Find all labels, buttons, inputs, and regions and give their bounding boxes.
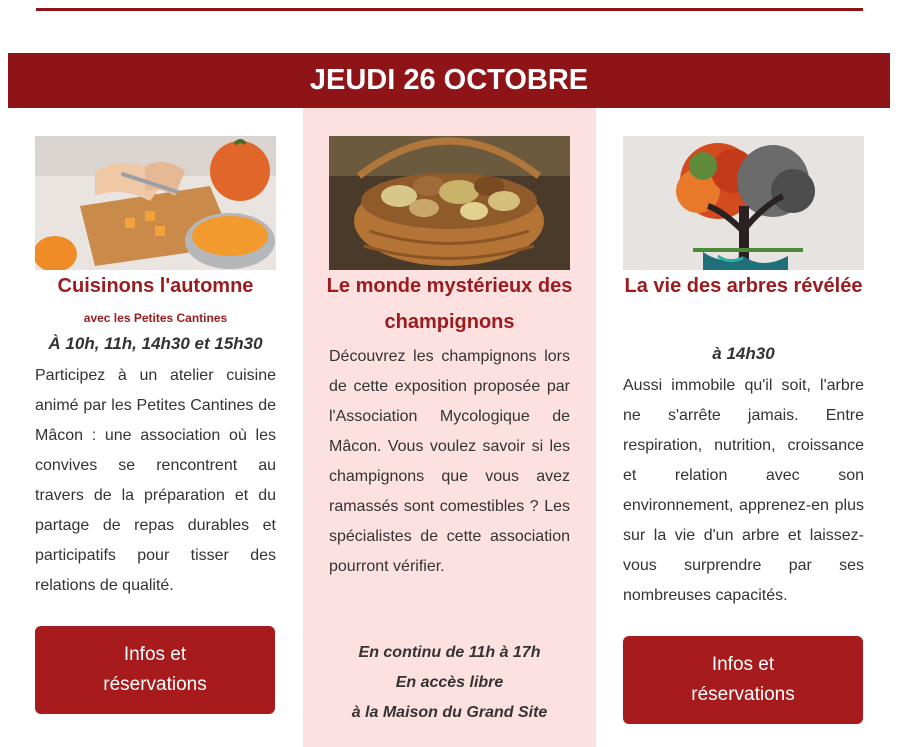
button-label: Infos et réservations bbox=[691, 654, 795, 705]
event-title: La vie des arbres révélée bbox=[624, 275, 863, 297]
event-note-hours: En continu de 11h à 17h bbox=[358, 644, 541, 661]
event-time: à 14h30 bbox=[712, 344, 775, 363]
event-description: Participez à un atelier cuisine animé par les Petites Cantines de Mâcon : une association où les convives se rencontrent au travers de la préparation et du partage de repas durables et participatifs pour tisser des relations de qualité. bbox=[35, 367, 276, 594]
info-reservation-button[interactable] bbox=[623, 636, 863, 724]
event-subtitle: avec les Petites Cantines bbox=[83, 311, 228, 325]
tree-illustration bbox=[623, 136, 864, 270]
top-divider bbox=[36, 8, 863, 11]
info-reservation-button[interactable] bbox=[35, 626, 275, 714]
button-label: Infos et réservations bbox=[103, 644, 207, 695]
event-time: À 10h, 11h, 14h30 et 15h30 bbox=[48, 334, 263, 353]
mushroom-basket-photo bbox=[329, 136, 570, 270]
cooking-pumpkin-photo bbox=[35, 136, 276, 270]
event-title: Cuisinons l'automne bbox=[57, 275, 254, 297]
day-banner: JEUDI 26 OCTOBRE bbox=[8, 53, 890, 108]
event-note-location: à la Maison du Grand Site bbox=[351, 704, 548, 721]
event-description: Aussi immobile qu'il soit, l'arbre ne s'arrête jamais. Entre respiration, nutrition, croissance et relation avec son environnement, apprenez-en plus sur la vie d'un arbre et laissez-vous surprendre par ses nombreuses capacités. bbox=[623, 377, 864, 604]
event-note-access: En accès libre bbox=[395, 674, 504, 691]
event-description: Découvrez les champignons lors de cette exposition proposée par l'Association Mycologique de Mâcon. Vous voulez savoir si les champignons que vous avez ramassés sont comestibles ? Les spécialistes de cette association pourront vérifier. bbox=[329, 348, 570, 575]
event-title: Le monde mystérieux des champignons bbox=[326, 275, 573, 333]
